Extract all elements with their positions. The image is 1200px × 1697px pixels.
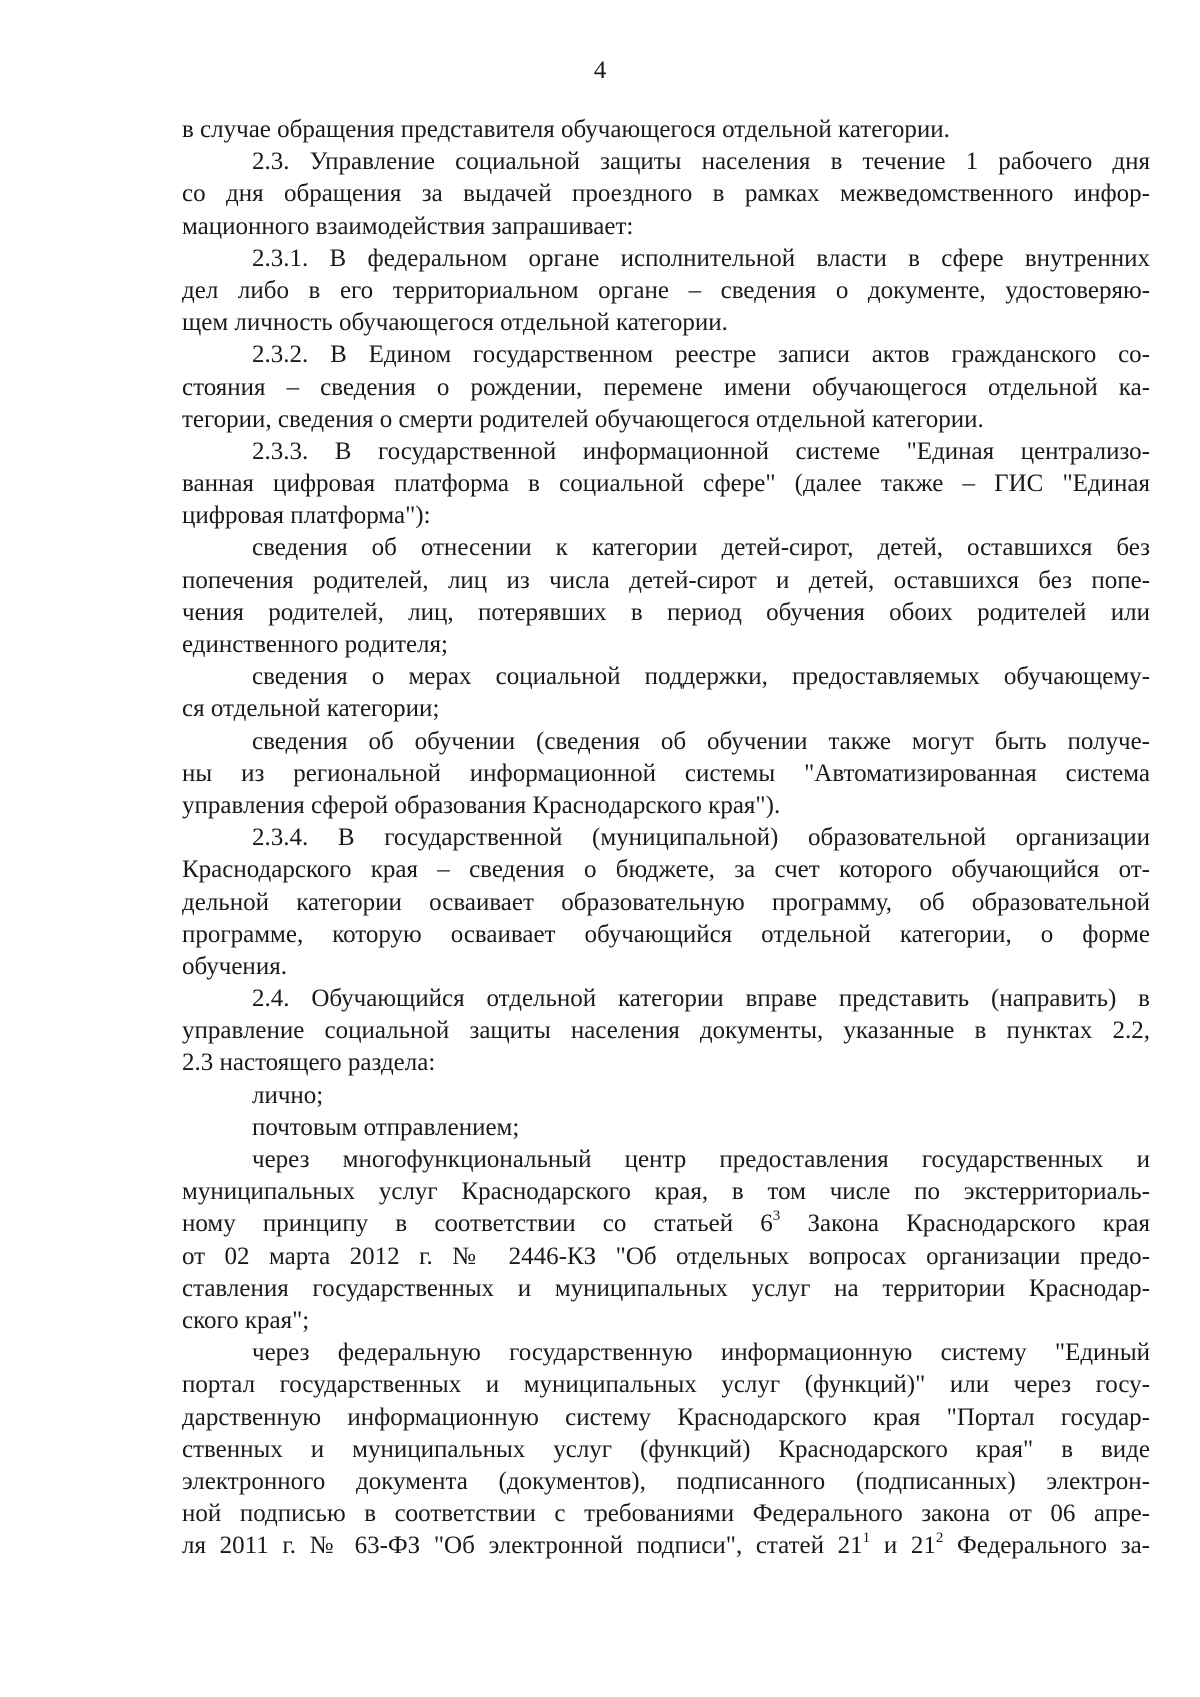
text-fragment: ному принципу в соответствии со статьей 6 [182,1210,773,1238]
text-line: ского края"; [182,1306,310,1334]
text-line: 2.3.3. В государственной информационной системе "Единая централизо- [252,437,1150,465]
text-line: мационного взаимодействия запрашивает: [182,212,634,240]
text-line: ванная цифровая платформа в социальной сфере" (далее также – ГИС "Единая [182,470,1150,498]
text-line: от 02 марта 2012 г. № 2446-КЗ "Об отдельных вопросах организации предо- [182,1242,1150,1270]
text-line: единственного родителя; [182,631,448,658]
text-line: обучения. [182,952,287,980]
text-line: муниципальных услуг Краснодарского края, в том числе по экстерриториаль- [182,1178,1150,1206]
text-line: дельной категории осваивает образовательную программу, об образовательной [182,888,1150,916]
text-line: ся отдельной категории; [182,695,440,723]
text-line: почтовым отправлением; [252,1113,520,1141]
text-line: в случае обращения представителя обучающегося отдельной категории. [182,116,950,143]
text-line: 2.3 настоящего раздела: [182,1049,436,1077]
text-line: Краснодарского края – сведения о бюджете, за счет которого обучающийся от- [182,856,1150,884]
text-line: ставления государственных и муниципальных услуг на территории Краснодар- [182,1274,1150,1302]
text-line: ственных и муниципальных услуг (функций) Краснодарского края" в виде [182,1435,1150,1463]
text-line: сведения об обучении (сведения об обучении также могут быть получе- [252,727,1150,755]
text-fragment: Федерального за- [943,1532,1150,1560]
page-number: 4 [593,57,607,84]
text-line: управления сферой образования Краснодарского края"). [182,791,781,819]
text-line: щем личность обучающегося отдельной категории. [182,309,728,337]
text-line: 2.4. Обучающийся отдельной категории вправе представить (направить) в [252,985,1150,1013]
text-line: дел либо в его территориальном органе – сведения о документе, удостоверяю- [182,276,1150,304]
text-line: 2.3.2. В Едином государственном реестре записи актов гражданского со- [252,341,1150,369]
text-line: цифровая платформа"): [182,502,431,530]
superscript: 1 [862,1530,871,1547]
text-line: сведения о мерах социальной поддержки, предоставляемых обучающему- [252,663,1150,691]
text-line: через многофункциональный центр предоставления государственных и [252,1146,1150,1173]
text-line [182,1530,1150,1562]
text-line [182,1208,1150,1240]
text-line: управление социальной защиты населения документы, указанные в пунктах 2.2, [182,1017,1150,1045]
text-line: электронного документа (документов), подписанного (подписанных) электрон- [182,1467,1150,1495]
superscript: 3 [772,1208,781,1225]
text-line: дарственную информационную систему Краснодарского края "Портал государ- [182,1403,1150,1431]
text-line: 2.3.4. В государственной (муниципальной) образовательной организации [252,824,1150,852]
text-line: программе, которую осваивает обучающийся отдельной категории, о форме [182,920,1150,948]
text-line: портал государственных и муниципальных услуг (функций)" или через госу- [182,1371,1150,1399]
text-line: ны из региональной информационной системы "Автоматизированная система [182,759,1150,787]
superscript: 2 [935,1530,944,1547]
document-body [182,114,1150,1562]
text-fragment: ля 2011 г. № 63-ФЗ "Об электронной подписи", статей 21 [182,1532,863,1560]
text-line: сведения об отнесении к категории детей-сирот, детей, оставшихся без [252,534,1150,562]
text-line: 2.3.1. В федеральном органе исполнительной власти в сфере внутренних [252,244,1150,272]
text-line: ной подписью в соответствии с требованиями Федерального закона от 06 апре- [182,1500,1150,1528]
text-line: чения родителей, лиц, потерявших в период обучения обоих родителей или [182,598,1150,626]
text-line: попечения родителей, лиц из числа детей-сирот и детей, оставшихся без попе- [182,566,1150,594]
text-line: стояния – сведения о рождении, перемене имени обучающегося отдельной ка- [182,373,1150,401]
text-line: тегории, сведения о смерти родителей обучающегося отдельной категории. [182,405,984,433]
text-line: через федеральную государственную информационную систему "Единый [252,1339,1150,1367]
text-fragment: Закона Краснодарского края [780,1210,1150,1238]
text-line: лично; [252,1081,324,1109]
text-fragment: и 21 [870,1532,936,1560]
text-line: со дня обращения за выдачей проездного в рамках межведомственного инфор- [182,180,1150,208]
text-line: 2.3. Управление социальной защиты населения в течение 1 рабочего дня [252,148,1150,176]
